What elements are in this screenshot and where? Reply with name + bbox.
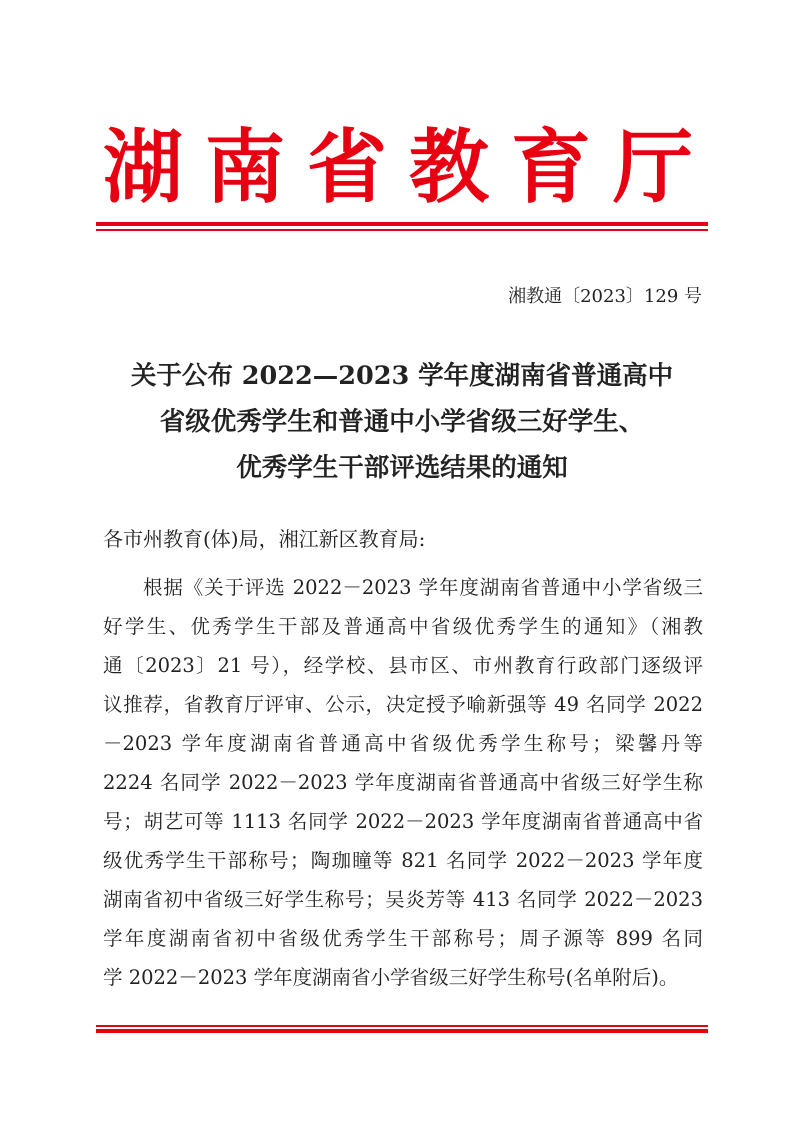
header-divider-thin	[96, 229, 708, 231]
title-line: 关于公布 2022—2023 学年度湖南省普通高中	[130, 361, 674, 391]
body-line: 根据《关于评选 2022－2023 学年度湖南省普通中小学省级三	[143, 576, 703, 599]
org-masthead: 湖南省教育厅	[103, 121, 715, 214]
footer-divider-thin	[96, 1025, 708, 1027]
body-line: 号；胡艺可等 1113 名同学 2022－2023 学年度湖南省普通高中省	[103, 810, 703, 833]
salutation: 各市州教育(体)局，湘江新区教育局:	[103, 527, 426, 551]
footer-divider-thick	[96, 1029, 708, 1033]
body-line: 级优秀学生干部称号；陶珈瞳等 821 名同学 2022－2023 学年度	[103, 849, 703, 872]
title-line: 优秀学生干部评选结果的通知	[236, 453, 568, 483]
body-line: 学 2022－2023 学年度湖南省小学省级三好学生称号(名单附后)。	[103, 966, 679, 989]
body-line: 议推荐，省教育厅评审、公示，决定授予喻新强等 49 名同学 2022	[103, 693, 703, 716]
body-line: －2023 学年度湖南省普通高中省级优秀学生称号；梁馨丹等	[103, 732, 703, 755]
body-line: 2224 名同学 2022－2023 学年度湖南省普通高中省级三好学生称	[103, 771, 703, 794]
body-line: 湖南省初中省级三好学生称号；吴炎芳等 413 名同学 2022－2023	[103, 888, 703, 911]
body-line: 学年度湖南省初中省级优秀学生干部称号；周子源等 899 名同	[103, 927, 703, 950]
header-divider-thick	[96, 222, 708, 226]
body-line: 好学生、优秀学生干部及普通高中省级优秀学生的通知》（湘教	[103, 615, 703, 638]
body-line: 通〔2023〕21 号），经学校、县市区、市州教育行政部门逐级评	[103, 654, 703, 677]
notice-title	[96, 353, 708, 491]
document-number: 湘教通〔2023〕129 号	[508, 286, 702, 307]
title-line: 省级优秀学生和普通中小学省级三好学生、	[159, 407, 645, 437]
body-paragraph	[103, 568, 703, 997]
